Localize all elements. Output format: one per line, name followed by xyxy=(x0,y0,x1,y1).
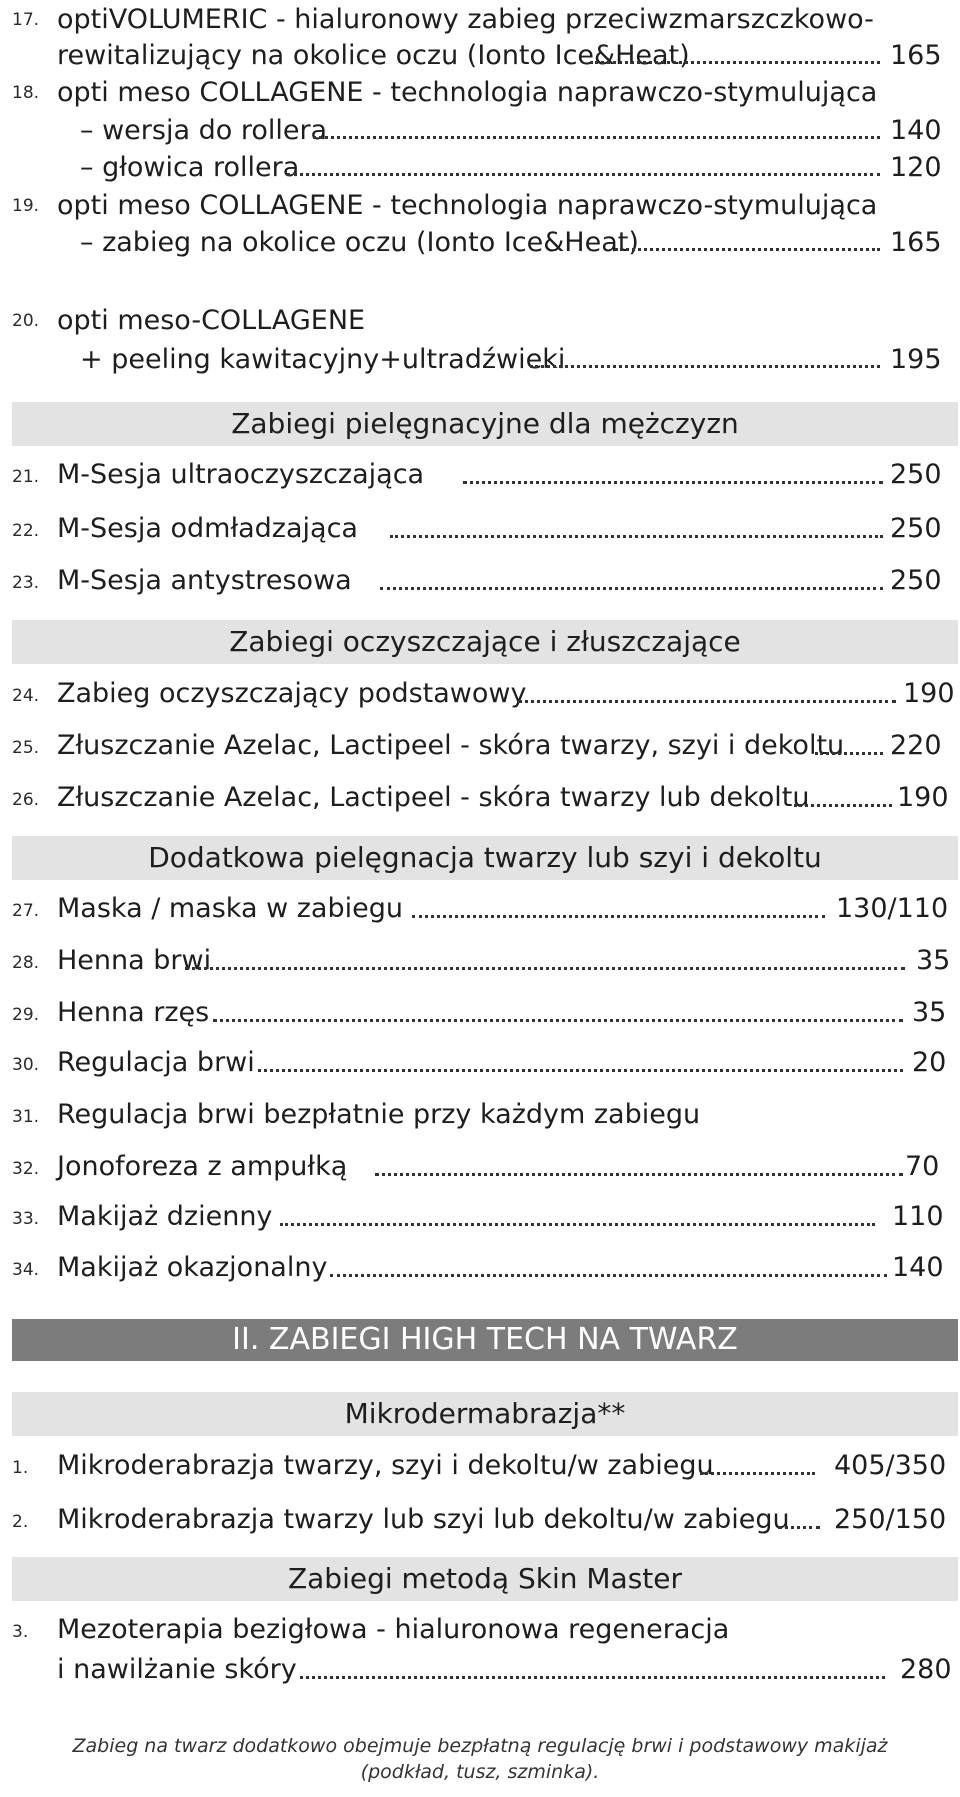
item-price: 130/110 xyxy=(836,893,949,924)
section-header-skin-master: Zabiegi metodą Skin Master xyxy=(12,1557,958,1601)
item-number: 2. xyxy=(12,1512,29,1532)
item-name: Henna brwi xyxy=(57,945,212,976)
dotted-leader xyxy=(412,915,825,918)
item-name: M-Sesja ultraoczyszczająca xyxy=(57,459,425,490)
section-header-men: Zabiegi pielęgnacyjne dla mężczyzn xyxy=(12,402,958,446)
item-price: 35 xyxy=(912,997,947,1028)
item-name: opti meso COLLAGENE - technologia naprawczo-stymulująca xyxy=(57,190,878,221)
item-name-line2: rewitalizujący na okolice oczu (Ionto Ice&Heat) xyxy=(57,40,690,71)
item-number: 20. xyxy=(12,311,40,331)
dotted-leader xyxy=(390,535,883,538)
item-price: 20 xyxy=(912,1047,947,1078)
item-number: 18. xyxy=(12,83,40,103)
item-price: 110 xyxy=(892,1201,944,1232)
item-price: 35 xyxy=(916,945,951,976)
dotted-leader xyxy=(287,173,880,176)
section-header-high-tech: II. ZABIEGI HIGH TECH NA TWARZ xyxy=(12,1319,958,1361)
item-name: Mikroderabrazja twarzy, szyi i dekoltu/w zabiegu xyxy=(57,1450,714,1481)
item-price: 140 xyxy=(890,115,942,146)
dotted-leader xyxy=(300,1676,885,1679)
item-number: 17. xyxy=(12,10,40,30)
item-number: 3. xyxy=(12,1622,29,1642)
item-price: 165 xyxy=(890,40,942,71)
item-price: 220 xyxy=(890,730,942,761)
subitem-name: – wersja do rollera xyxy=(80,115,328,146)
item-name-line2: i nawilżanie skóry xyxy=(57,1654,297,1685)
dotted-leader xyxy=(530,365,880,368)
dotted-leader xyxy=(615,248,880,251)
item-number: 19. xyxy=(12,196,40,216)
dotted-leader xyxy=(815,752,883,755)
dotted-leader xyxy=(375,1173,903,1176)
item-name: Regulacja brwi xyxy=(57,1047,255,1078)
item-price: 120 xyxy=(890,152,942,183)
section-header-microdermabrasion: Mikrodermabrazja** xyxy=(12,1392,958,1436)
dotted-leader xyxy=(185,967,905,970)
item-number: 33. xyxy=(12,1209,40,1229)
item-name: Złuszczanie Azelac, Lactipeel - skóra twarzy lub dekoltu xyxy=(57,782,810,813)
item-name: Regulacja brwi bezpłatnie przy każdym zabiegu xyxy=(57,1099,701,1130)
item-number: 24. xyxy=(12,686,40,706)
dotted-leader xyxy=(590,61,880,64)
item-number: 25. xyxy=(12,738,40,758)
item-number: 26. xyxy=(12,790,40,810)
item-number: 23. xyxy=(12,573,40,593)
item-number: 34. xyxy=(12,1260,40,1280)
item-number: 27. xyxy=(12,901,40,921)
dotted-leader xyxy=(380,587,883,590)
item-price: 165 xyxy=(890,227,942,258)
item-name: Makijaż dzienny xyxy=(57,1201,273,1232)
item-price: 70 xyxy=(905,1151,940,1182)
item-name: Makijaż okazjonalny xyxy=(57,1252,328,1283)
item-name: Maska / maska w zabiegu xyxy=(57,893,403,924)
item-number: 31. xyxy=(12,1107,40,1127)
item-name: opti meso COLLAGENE - technologia naprawczo-stymulująca xyxy=(57,77,878,108)
item-number: 29. xyxy=(12,1005,40,1025)
dotted-leader xyxy=(213,1019,903,1022)
item-price: 280 xyxy=(900,1654,952,1685)
item-name: M-Sesja odmładzająca xyxy=(57,513,358,544)
dotted-leader xyxy=(794,804,892,807)
item-name: optiVOLUMERIC - hialuronowy zabieg przeciwzmarszczkowo- xyxy=(57,4,874,35)
item-number: 32. xyxy=(12,1159,40,1179)
item-number: 28. xyxy=(12,953,40,973)
item-name: opti meso-COLLAGENE xyxy=(57,305,366,336)
item-price: 190 xyxy=(903,678,955,709)
item-price: 250/150 xyxy=(834,1504,947,1535)
dotted-leader xyxy=(518,700,896,703)
section-header-cleansing: Zabiegi oczyszczające i złuszczające xyxy=(12,620,958,664)
item-name: Henna rzęs xyxy=(57,997,210,1028)
item-price: 250 xyxy=(890,459,942,490)
item-number: 30. xyxy=(12,1055,40,1075)
item-name: Jonoforeza z ampułką xyxy=(57,1151,348,1182)
dotted-leader xyxy=(700,1472,815,1475)
subitem-name: – głowica rollera xyxy=(80,152,300,183)
dotted-leader xyxy=(463,481,883,484)
item-name-line2: – zabieg na okolice oczu (Ionto Ice&Heat) xyxy=(80,227,639,258)
item-name: Mikroderabrazja twarzy lub szyi lub dekoltu/w zabiegu xyxy=(57,1504,790,1535)
dotted-leader xyxy=(313,136,880,139)
item-price: 250 xyxy=(890,513,942,544)
footnote-line-1: Zabieg na twarz dodatkowo obejmuje bezpłatną regulację brwi i podstawowy makijaż xyxy=(72,1735,888,1757)
item-number: 1. xyxy=(12,1458,29,1478)
item-price: 195 xyxy=(890,344,942,375)
item-number: 22. xyxy=(12,521,40,541)
item-name: M-Sesja antystresowa xyxy=(57,565,352,596)
item-price: 405/350 xyxy=(834,1450,947,1481)
item-name: Mezoterapia bezigłowa - hialuronowa regeneracja xyxy=(57,1614,730,1645)
item-name-line2: + peeling kawitacyjny+ultradźwieki xyxy=(80,344,566,375)
item-name: Złuszczanie Azelac, Lactipeel - skóra twarzy, szyi i dekoltu xyxy=(57,730,845,761)
footnote-line-2: (podkład, tusz, szminka). xyxy=(360,1761,600,1783)
item-name: Zabieg oczyszczający podstawowy xyxy=(57,678,527,709)
section-header-additional-care: Dodatkowa pielęgnacja twarzy lub szyi i dekoltu xyxy=(12,836,958,880)
dotted-leader xyxy=(330,1274,887,1277)
dotted-leader xyxy=(778,1526,820,1529)
dotted-leader xyxy=(280,1223,875,1226)
item-number: 21. xyxy=(12,467,40,487)
item-price: 190 xyxy=(897,782,949,813)
item-price: 250 xyxy=(890,565,942,596)
item-price: 140 xyxy=(892,1252,944,1283)
dotted-leader xyxy=(258,1069,903,1072)
